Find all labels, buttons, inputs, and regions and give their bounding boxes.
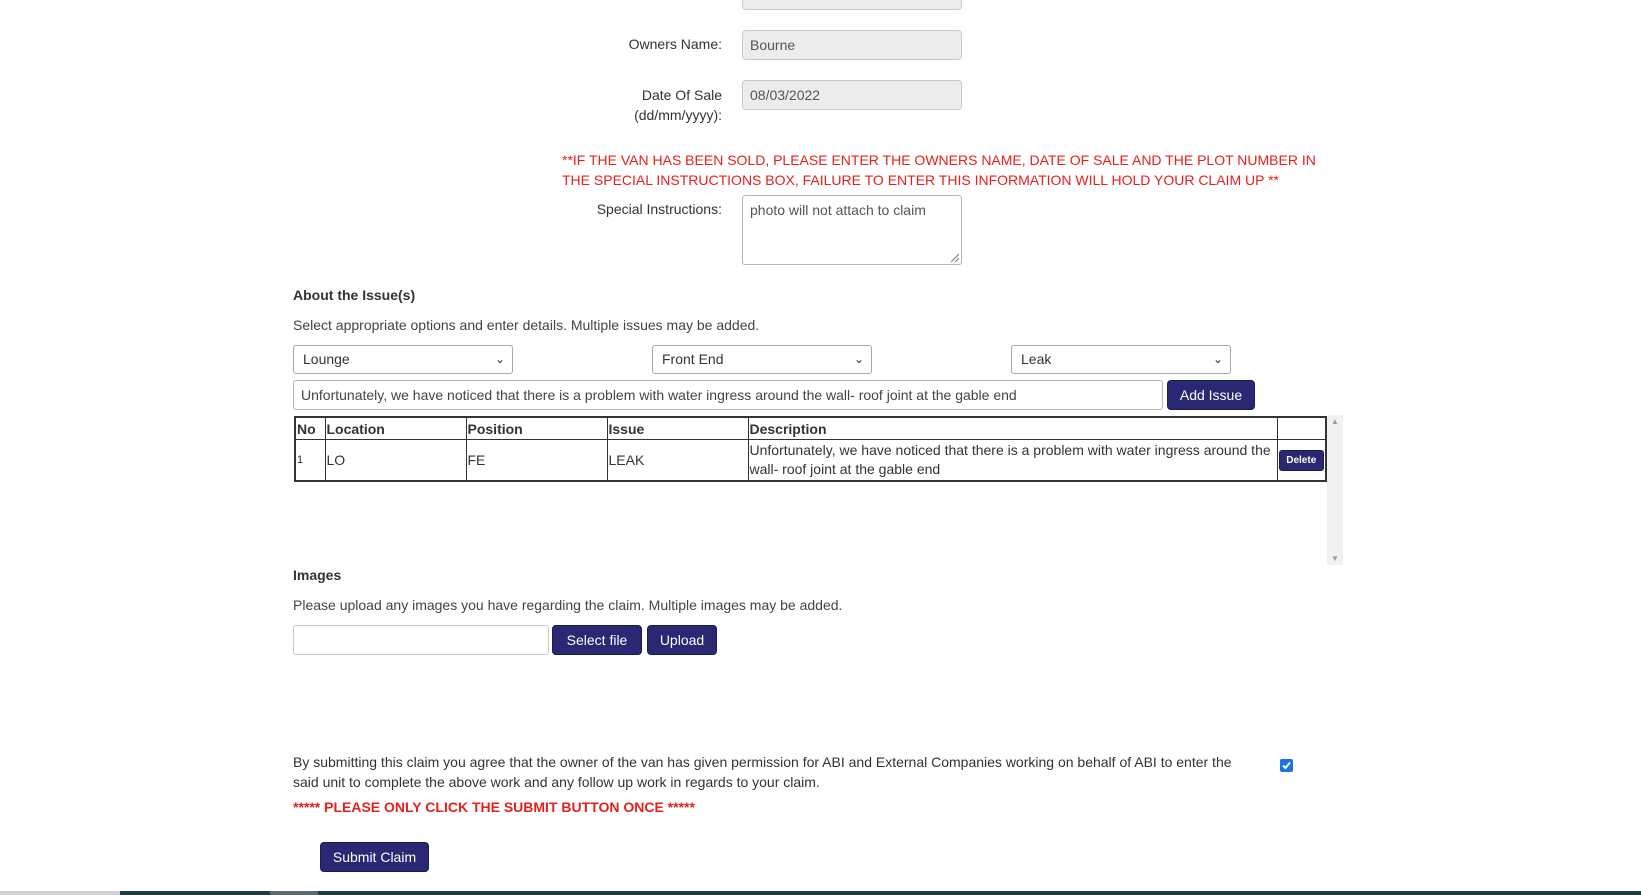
issue-description-input[interactable]	[293, 380, 1163, 410]
delete-issue-button[interactable]: Delete	[1279, 450, 1324, 471]
file-path-input[interactable]	[293, 625, 549, 655]
column-header-location: Location	[325, 417, 466, 440]
table-header-row	[295, 417, 1326, 440]
issues-table-container	[293, 415, 1343, 565]
issues-helper-text: Select appropriate options and enter details. Multiple issues may be added.	[293, 317, 760, 333]
upload-button[interactable]: Upload	[647, 625, 717, 655]
issue-select-value: Leak	[1021, 351, 1052, 367]
cell-no: 1	[295, 440, 325, 482]
special-instructions-label: Special Instructions:	[596, 201, 722, 217]
issue-description-value: Unfortunately, we have noticed that there is a problem with water ingress around the wall- roof joint at the gable end	[301, 387, 1017, 403]
scroll-down-icon[interactable]: ▼	[1331, 554, 1339, 563]
location-select-value: Lounge	[303, 351, 350, 367]
bottom-bar	[0, 891, 1641, 895]
position-select-value: Front End	[662, 351, 724, 367]
owners-name-field[interactable]	[742, 30, 962, 60]
column-header-position: Position	[466, 417, 607, 440]
consent-checkbox[interactable]	[1280, 759, 1293, 772]
cell-location: LO	[325, 440, 466, 482]
special-instructions-textarea[interactable]	[742, 195, 962, 265]
images-helper-text: Please upload any images you have regarding the claim. Multiple images may be added.	[293, 597, 843, 613]
consent-text: By submitting this claim you agree that the owner of the van has given permission for ABI and External Companies working on behalf of ABI to enter the said unit to complete the above work and any follow up work in regards to your claim.	[293, 754, 1232, 790]
position-select[interactable]	[652, 345, 872, 374]
chevron-down-icon: ⌄	[853, 352, 864, 366]
issues-table	[294, 416, 1327, 482]
column-header-issue: Issue	[607, 417, 748, 440]
add-issue-button[interactable]: Add Issue	[1167, 380, 1255, 410]
issues-scrollbar[interactable]	[1327, 415, 1343, 565]
owners-name-value: Bourne	[750, 37, 796, 53]
column-header-description: Description	[748, 417, 1277, 440]
scroll-up-icon[interactable]: ▲	[1331, 417, 1339, 426]
chevron-down-icon: ⌄	[1212, 352, 1223, 366]
cell-action	[1277, 440, 1326, 482]
cell-issue: LEAK	[607, 440, 748, 482]
images-section-title: Images	[293, 567, 342, 583]
table-row	[295, 440, 1326, 482]
owners-name-label: Owners Name:	[628, 36, 722, 52]
date-of-sale-value: 08/03/2022	[750, 87, 821, 103]
sold-warning: **IF THE VAN HAS BEEN SOLD, PLEASE ENTER THE OWNERS NAME, DATE OF SALE AND THE PLOT NUMBER IN THE SPECIAL INSTRUCTIONS BOX, FAILURE TO ENTER THIS INFORMATION WILL HOLD YOUR CLAIM UP **	[562, 152, 1316, 188]
date-of-sale-label: Date Of Sale (dd/mm/yyyy):	[634, 87, 722, 123]
resize-handle-icon[interactable]	[950, 253, 959, 262]
column-header-action	[1277, 417, 1326, 440]
submit-once-warning: ***** PLEASE ONLY CLICK THE SUBMIT BUTTON ONCE *****	[293, 799, 695, 815]
select-file-button[interactable]: Select file	[552, 625, 642, 655]
chevron-down-icon: ⌄	[494, 352, 505, 366]
cell-position: FE	[466, 440, 607, 482]
bottom-bar-progress	[120, 891, 1641, 895]
issues-section-title: About the Issue(s)	[293, 287, 416, 303]
date-of-sale-field[interactable]	[742, 80, 962, 110]
location-select[interactable]	[293, 345, 513, 374]
bottom-bar-segment	[270, 891, 318, 895]
special-instructions-value: photo will not attach to claim	[750, 202, 926, 218]
checkmark-icon	[1280, 759, 1293, 772]
column-header-no: No	[295, 417, 325, 440]
issue-select[interactable]	[1011, 345, 1231, 374]
previous-field[interactable]	[742, 0, 962, 10]
submit-claim-button[interactable]: Submit Claim	[320, 842, 429, 872]
cell-description: Unfortunately, we have noticed that there is a problem with water ingress around the wall- roof joint at the gable end	[748, 440, 1277, 482]
